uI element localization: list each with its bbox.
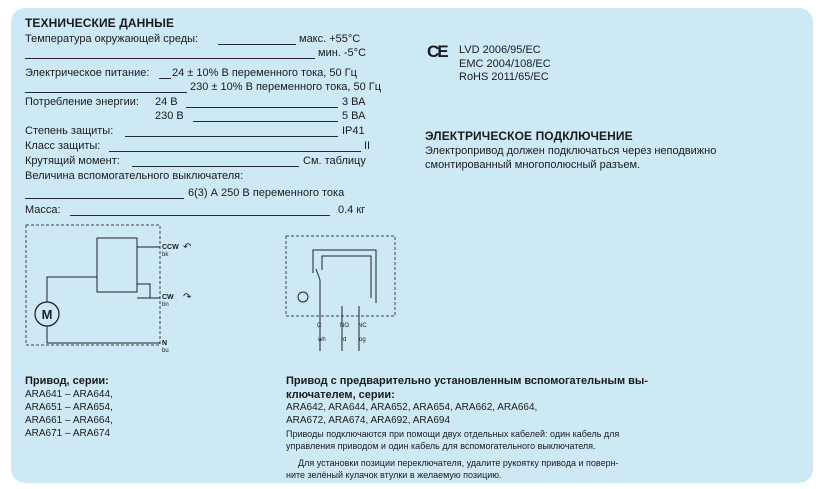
- cert-rohs: RoHS 2011/65/EC: [459, 71, 549, 83]
- consumption-230v-value: 5 ВА: [342, 110, 366, 122]
- series-right-note-3: Для установки позиции переключателя, удалите рукоятку привода и поверн-: [298, 458, 619, 468]
- terminal-no: NO: [340, 323, 349, 329]
- rotate-ccw-icon: ↶: [183, 242, 192, 253]
- terminal-cw-color: bn: [162, 302, 169, 308]
- aux-label: Величина вспомогательного выключателя:: [25, 170, 244, 182]
- series-right-title-1: Привод с предварительно установленным вспомогательным вы-: [286, 375, 648, 387]
- ambient-label: Температура окружающей среды:: [25, 33, 199, 45]
- leader-line: [193, 121, 338, 122]
- leader-line: [25, 198, 184, 199]
- series-right-list-1: ARA642, ARA644, ARA652, ARA654, ARA662, ARA664,: [286, 402, 538, 413]
- terminal-no-color: rd: [341, 337, 347, 343]
- series-left-item: ARA671 – ARA674: [25, 428, 111, 439]
- electrical-text-1: Электропривод должен подключаться через неподвижно: [425, 145, 717, 157]
- series-right-title-2: ключателем, серии:: [286, 389, 395, 401]
- leader-line: [25, 92, 187, 93]
- cam-icon: [298, 292, 308, 302]
- leader-line: [25, 58, 315, 59]
- leader-line: [186, 107, 338, 108]
- terminal-nc: NC: [358, 323, 367, 329]
- leader-line: [218, 44, 296, 45]
- leader-line: [109, 151, 361, 152]
- cert-lvd: LVD 2006/95/EC: [459, 44, 541, 56]
- wire-no-loop: [322, 256, 371, 298]
- switch-contact: [316, 269, 320, 280]
- motor-label: M: [41, 307, 53, 322]
- leader-line: [159, 78, 171, 79]
- series-left-item: ARA661 – ARA664,: [25, 415, 113, 426]
- wire-neutral: [47, 326, 160, 343]
- terminal-n: N: [162, 340, 168, 347]
- wiring-diagram-switch: [283, 233, 403, 351]
- leader-line: [70, 215, 330, 216]
- wiring-diagram-motor: [20, 222, 200, 362]
- wire-cw-link: [137, 284, 150, 298]
- leader-line: [132, 166, 299, 167]
- torque-label: Крутящий момент:: [25, 155, 120, 167]
- terminal-nc-color: og: [359, 337, 366, 343]
- series-right-note-2: управления приводом и один кабель для вспомогательного выключателя.: [286, 441, 596, 451]
- terminal-cw: CW: [162, 294, 174, 301]
- consumption-24v-value: 3 ВА: [342, 96, 366, 108]
- series-left-item: ARA641 – ARA644,: [25, 389, 113, 400]
- series-right-list-2: ARA672, ARA674, ARA692, ARA694: [286, 415, 450, 426]
- aux-value: 6(3) А 250 В переменного тока: [188, 187, 345, 199]
- series-right-note-4: ните зелёный кулачок втулки в желаемую позицию.: [286, 470, 502, 480]
- terminal-ccw-color: bk: [162, 252, 169, 258]
- class-value: II: [364, 140, 371, 152]
- terminal-ccw: CCW: [162, 244, 179, 251]
- terminal-c: C: [317, 323, 322, 329]
- series-left-title: Привод, серии:: [25, 375, 109, 387]
- mass-value: 0.4 кг: [338, 204, 366, 216]
- power-label: Электрическое питание:: [25, 67, 150, 79]
- actuator-box: [97, 238, 137, 292]
- ambient-min: мин. -5°C: [318, 47, 367, 59]
- wire-motor-top: [47, 277, 97, 302]
- consumption-label: Потребление энергии:: [25, 96, 139, 108]
- diagram-frame: [286, 236, 395, 316]
- ambient-max: макс. +55°C: [299, 33, 361, 45]
- series-right-note-1: Приводы подключаются при помощи двух отдельных кабелей: один кабель для: [286, 429, 620, 439]
- protection-label: Степень защиты:: [25, 125, 114, 137]
- power-value-2: 230 ± 10% В переменного тока, 50 Гц: [190, 81, 382, 93]
- protection-value: IP41: [342, 125, 365, 137]
- leader-line: [125, 136, 338, 137]
- cert-emc: EMC 2004/108/EC: [459, 58, 551, 70]
- mass-label: Масса:: [25, 204, 61, 216]
- power-value-1: 24 ± 10% В переменного тока, 50 Гц: [172, 67, 357, 79]
- torque-value: См. таблицу: [303, 155, 366, 167]
- ce-mark-icon: CE: [427, 42, 447, 61]
- terminal-c-color: wh: [318, 337, 326, 343]
- specs-title: ТЕХНИЧЕСКИЕ ДАННЫЕ: [25, 16, 175, 30]
- consumption-230v: 230 В: [155, 110, 184, 122]
- class-label: Класс защиты:: [25, 140, 101, 152]
- consumption-24v: 24 В: [155, 96, 178, 108]
- electrical-text-2: смонтированный многополюсный разъем.: [425, 159, 641, 171]
- diagram-frame: [26, 225, 160, 345]
- terminal-n-color: bu: [162, 348, 169, 354]
- rotate-cw-icon: ↷: [183, 292, 192, 303]
- electrical-title: ЭЛЕКТРИЧЕСКОЕ ПОДКЛЮЧЕНИЕ: [425, 129, 633, 143]
- series-left-item: ARA651 – ARA654,: [25, 402, 113, 413]
